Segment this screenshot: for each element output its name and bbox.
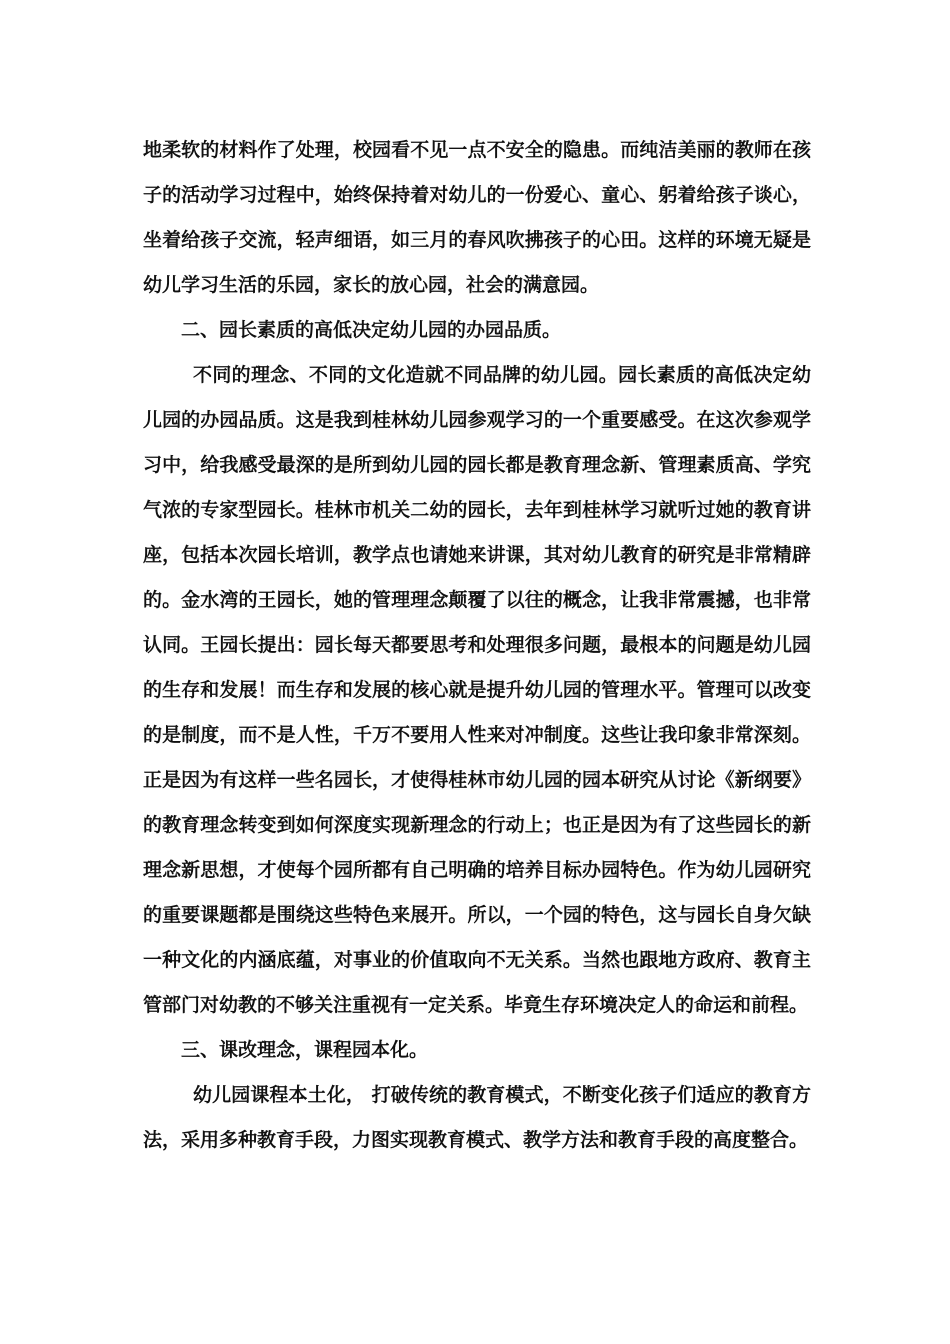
paragraph-curriculum: 幼儿园课程本土化， 打破传统的教育模式，不断变化孩子们适应的教育方法，采用多种教育手段，力图实现教育模式、教学方法和教育手段的高度整合。 (143, 1084, 811, 1151)
paragraph-continuation: 地柔软的材料作了处理，校园看不见一点不安全的隐患。而纯洁美丽的教师在孩子的活动学习过程中，始终保持着对幼儿的一份爱心、童心、躬着给孩子谈心，坐着给孩子交流，轻声细语，如三月的春风吹拂孩子的心田。这样的环境无疑是幼儿学习生活的乐园，家长的放心园，社会的满意园。 (143, 139, 811, 296)
section-heading-3: 三、课改理念，课程园本化。 (181, 1039, 429, 1061)
document-body (143, 128, 811, 1163)
paragraph-principal-quality: 不同的理念、不同的文化造就不同品牌的幼儿园。园长素质的高低决定幼儿园的办园品质。这是我到桂林幼儿园参观学习的一个重要感受。在这次参观学习中，给我感受最深的是所到幼儿园的园长都是教育理念新、管理素质高、学究气浓的专家型园长。桂林市机关二幼的园长，去年到桂林学习就听过她的教育讲座，包括本次园长培训，教学点也请她来讲课，其对幼儿教育的研究是非常精辟的。金水湾的王园长，她的管理理念颠覆了以往的概念，让我非常震撼，也非常认同。王园长提出：园长每天都要思考和处理很多问题，最根本的问题是幼儿园的生存和发展！而生存和发展的核心就是提升幼儿园的管理水平。管理可以改变的是制度，而不是人性，千万不要用人性来对冲制度。这些让我印象非常深刻。正是因为有这样一些名园长，才使得桂林市幼儿园的园本研究从讨论《新纲要》的教育理念转变到如何深度实现新理念的行动上；也正是因为有了这些园长的新理念新思想，才使每个园所都有自己明确的培养目标办园特色。作为幼儿园研究的重要课题都是围绕这些特色来展开。所以，一个园的特色，这与园长自身欠缺一种文化的内涵底蕴，对事业的价值取向不无关系。当然也跟地方政府、教育主管部门对幼教的不够关注重视有一定关系。毕竟生存环境决定人的命运和前程。 (143, 364, 811, 1016)
section-heading-2: 二、园长素质的高低决定幼儿园的办园品质。 (181, 319, 562, 341)
